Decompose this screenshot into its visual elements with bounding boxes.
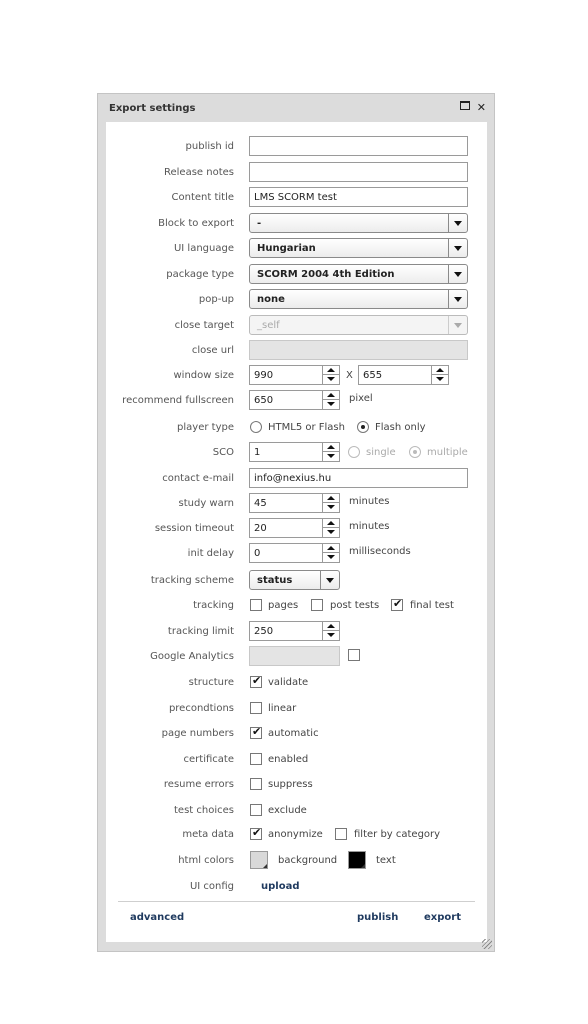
row-player-type: [106, 417, 487, 439]
text-color-label: text: [376, 855, 396, 866]
session-timeout-label: session timeout: [154, 523, 234, 534]
row-init-delay: [106, 543, 487, 565]
tracking-final-test-checkbox[interactable]: [391, 599, 403, 611]
tracking-scheme-value: status: [257, 575, 293, 586]
tracking-limit-stepper[interactable]: [249, 621, 340, 641]
meta-data-label: meta data: [182, 829, 234, 840]
spinner-arrows-icon[interactable]: [322, 622, 339, 640]
ui-language-select[interactable]: [249, 238, 468, 258]
tracking-limit-value: 250: [254, 626, 274, 637]
fullscreen-stepper[interactable]: [249, 390, 340, 410]
preconditions-linear-checkbox[interactable]: [250, 702, 262, 714]
row-google-analytics: [106, 646, 487, 668]
package-type-select[interactable]: [249, 264, 468, 284]
certificate-label: certificate: [183, 754, 234, 765]
meta-filter-label: filter by category: [354, 829, 441, 840]
meta-filter-checkbox[interactable]: [335, 828, 347, 840]
player-flash-radio[interactable]: [357, 421, 369, 433]
text-color-swatch[interactable]: [348, 851, 366, 869]
tracking-scheme-select[interactable]: [249, 570, 340, 590]
study-warn-value: 45: [254, 498, 267, 509]
study-warn-label: study warn: [178, 498, 234, 509]
row-content-title: [106, 187, 487, 209]
init-delay-stepper[interactable]: [249, 543, 340, 563]
row-certificate: [106, 749, 487, 771]
structure-validate-label: validate: [268, 677, 309, 688]
init-delay-unit: milliseconds: [349, 546, 411, 557]
content-title-label: Content title: [171, 192, 234, 203]
row-package-type: [106, 264, 487, 286]
spinner-arrows-icon[interactable]: [431, 366, 448, 384]
fullscreen-value: 650: [254, 395, 274, 406]
release-notes-input[interactable]: [249, 162, 468, 182]
row-resume-errors: [106, 774, 487, 796]
sco-stepper[interactable]: [249, 442, 340, 462]
page-numbers-automatic-checkbox[interactable]: [250, 727, 262, 739]
page-numbers-label: page numbers: [161, 728, 234, 739]
row-study-warn: [106, 493, 487, 515]
row-structure: [106, 672, 487, 694]
content-title-input[interactable]: [249, 187, 468, 207]
sco-single-radio[interactable]: [348, 446, 360, 458]
resume-errors-suppress-checkbox[interactable]: [250, 778, 262, 790]
row-html-colors: [106, 850, 487, 872]
sco-label: SCO: [212, 447, 234, 458]
tracking-limit-label: tracking limit: [167, 626, 234, 637]
resume-errors-suppress-label: suppress: [268, 779, 313, 790]
tracking-post-tests-label: post tests: [330, 600, 380, 611]
block-to-export-select[interactable]: [249, 213, 468, 233]
ui-language-label: UI language: [173, 243, 234, 254]
background-color-label: background: [278, 855, 338, 866]
sco-multiple-label: multiple: [427, 447, 468, 458]
row-preconditions: [106, 698, 487, 720]
row-tracking-scheme: [106, 570, 487, 592]
spinner-arrows-icon[interactable]: [322, 544, 339, 562]
sco-value: 1: [254, 447, 261, 458]
structure-validate-checkbox[interactable]: [250, 676, 262, 688]
row-release-notes: [106, 162, 487, 184]
close-target-value: _self: [257, 320, 280, 331]
window-height-stepper[interactable]: [358, 365, 449, 385]
export-settings-dialog: [97, 93, 495, 952]
certificate-enabled-label: enabled: [268, 754, 309, 765]
row-window-size: [106, 365, 487, 387]
window-width-value: 990: [254, 370, 274, 381]
player-html5-radio[interactable]: [250, 421, 262, 433]
contact-email-label: contact e-mail: [162, 473, 234, 484]
window-height-value: 655: [363, 370, 383, 381]
google-analytics-input[interactable]: [249, 646, 340, 666]
test-choices-exclude-label: exclude: [268, 805, 307, 816]
row-recommend-fullscreen: [106, 390, 487, 412]
row-meta-data: [106, 824, 487, 846]
close-icon[interactable]: ✕: [476, 101, 486, 114]
popup-label: pop-up: [198, 294, 234, 305]
tracking-pages-label: pages: [268, 600, 299, 611]
session-timeout-value: 20: [254, 523, 267, 534]
row-session-timeout: [106, 518, 487, 540]
popup-value: none: [257, 294, 285, 305]
publish-id-label: publish id: [185, 141, 234, 152]
sco-multiple-radio[interactable]: [409, 446, 421, 458]
recommend-fullscreen-label: recommend fullscreen: [122, 395, 234, 406]
title-bar[interactable]: [98, 94, 494, 120]
dialog-title: Export settings: [109, 103, 196, 114]
window-width-stepper[interactable]: [249, 365, 340, 385]
row-close-url: [106, 340, 487, 362]
certificate-enabled-checkbox[interactable]: [250, 753, 262, 765]
init-delay-label: init delay: [187, 548, 234, 559]
publish-id-input[interactable]: [249, 136, 468, 156]
spinner-arrows-icon[interactable]: [322, 391, 339, 409]
player-html5-label: HTML5 or Flash: [268, 422, 345, 433]
tracking-pages-checkbox[interactable]: [250, 599, 262, 611]
row-tracking: [106, 595, 487, 617]
footer-divider: [118, 901, 475, 902]
resume-errors-label: resume errors: [163, 779, 234, 790]
chevron-down-icon[interactable]: [448, 214, 467, 232]
release-notes-label: Release notes: [164, 167, 234, 178]
row-tracking-limit: [106, 621, 487, 643]
sco-single-label: single: [366, 447, 396, 458]
settings-panel: [106, 122, 487, 942]
player-type-label: player type: [177, 422, 234, 433]
spinner-arrows-icon[interactable]: [322, 519, 339, 537]
study-warn-stepper[interactable]: [249, 493, 340, 513]
row-sco: [106, 442, 487, 464]
tracking-scheme-label: tracking scheme: [150, 575, 234, 586]
block-to-export-value: -: [257, 218, 262, 229]
background-color-swatch[interactable]: [250, 851, 268, 869]
window-size-label: window size: [173, 370, 234, 381]
export-button[interactable]: export: [424, 912, 461, 923]
row-block-to-export: [106, 213, 487, 235]
upload-button[interactable]: upload: [261, 881, 300, 892]
chevron-down-icon[interactable]: [448, 316, 467, 334]
row-ui-language: [106, 238, 487, 260]
player-flash-label: Flash only: [375, 422, 426, 433]
init-delay-value: 0: [254, 548, 261, 559]
close-url-input[interactable]: [249, 340, 468, 360]
ui-language-value: Hungarian: [257, 243, 316, 254]
fullscreen-unit: pixel: [349, 393, 373, 404]
ui-config-label: UI config: [189, 881, 234, 892]
preconditions-linear-label: linear: [268, 703, 297, 714]
meta-anonymize-label: anonymize: [268, 829, 323, 840]
row-popup: [106, 289, 487, 311]
close-target-label: close target: [174, 320, 234, 331]
study-warn-unit: minutes: [349, 496, 390, 507]
package-type-value: SCORM 2004 4th Edition: [257, 269, 395, 280]
spinner-arrows-icon[interactable]: [322, 443, 339, 461]
block-to-export-label: Block to export: [158, 218, 234, 229]
chevron-down-icon[interactable]: [320, 571, 339, 589]
contact-email-input[interactable]: [249, 468, 468, 488]
meta-anonymize-checkbox[interactable]: [250, 828, 262, 840]
close-target-select[interactable]: [249, 315, 468, 335]
package-type-label: package type: [166, 269, 234, 280]
chevron-down-icon[interactable]: [448, 265, 467, 283]
session-timeout-stepper[interactable]: [249, 518, 340, 538]
spinner-arrows-icon[interactable]: [322, 366, 339, 384]
spinner-arrows-icon[interactable]: [322, 494, 339, 512]
google-analytics-checkbox[interactable]: [348, 649, 360, 661]
advanced-button[interactable]: advanced: [130, 912, 185, 923]
row-ui-config: [106, 876, 487, 898]
test-choices-exclude-checkbox[interactable]: [250, 804, 262, 816]
tracking-label: tracking: [193, 600, 234, 611]
row-close-target: [106, 315, 487, 337]
tracking-post-tests-checkbox[interactable]: [311, 599, 323, 611]
close-url-label: close url: [191, 345, 234, 356]
structure-label: structure: [188, 677, 234, 688]
tracking-final-test-label: final test: [410, 600, 454, 611]
google-analytics-label: Google Analytics: [150, 651, 234, 662]
window-size-separator: X: [346, 370, 353, 381]
preconditions-label: precondtions: [168, 703, 234, 714]
resize-grip-icon[interactable]: [482, 939, 492, 949]
html-colors-label: html colors: [178, 855, 234, 866]
row-publish-id: [106, 136, 487, 158]
chevron-down-icon[interactable]: [448, 239, 467, 257]
row-test-choices: [106, 800, 487, 822]
session-timeout-unit: minutes: [349, 521, 390, 532]
row-page-numbers: [106, 723, 487, 745]
popup-select[interactable]: [249, 289, 468, 309]
publish-button[interactable]: publish: [357, 912, 399, 923]
maximize-icon[interactable]: [460, 101, 470, 110]
row-contact-email: [106, 468, 487, 490]
page-numbers-automatic-label: automatic: [268, 728, 319, 739]
chevron-down-icon[interactable]: [448, 290, 467, 308]
test-choices-label: test choices: [174, 805, 234, 816]
